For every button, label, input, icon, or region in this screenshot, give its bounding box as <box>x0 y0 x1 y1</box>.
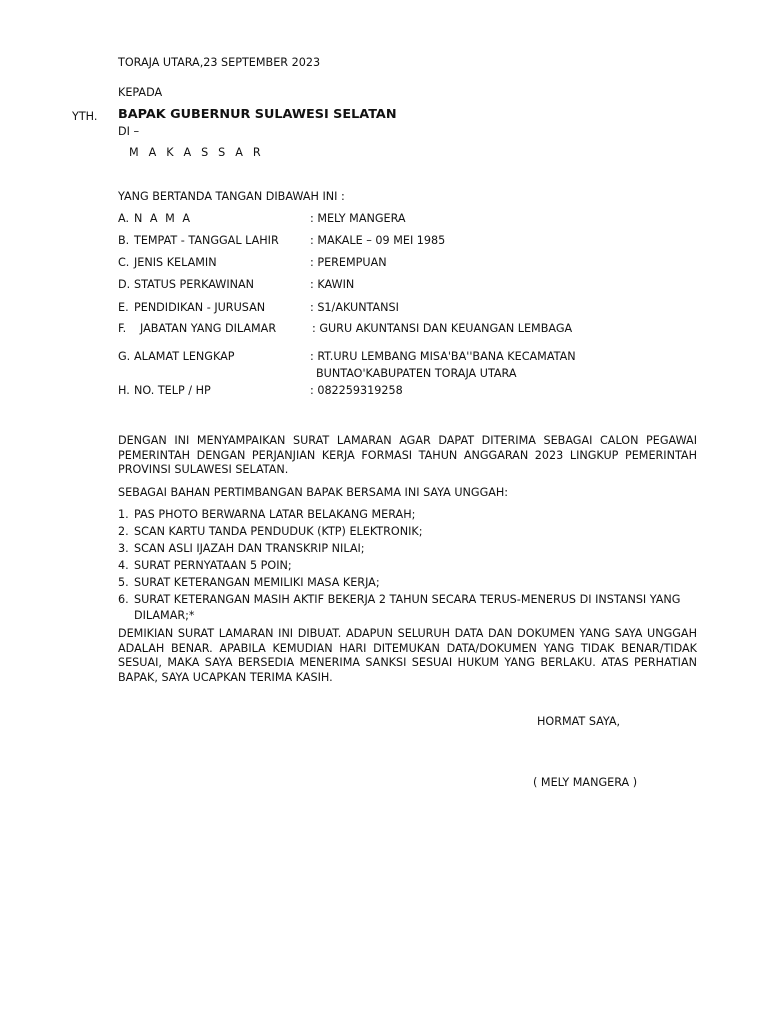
list-number: 5. <box>118 576 129 589</box>
list-text: SCAN KARTU TANDA PENDUDUK (KTP) ELEKTRONIK; <box>134 525 423 538</box>
field-letter: F. <box>118 322 127 335</box>
list-text: SURAT KETERANGAN MEMILIKI MASA KERJA; <box>134 576 380 589</box>
field-letter: E. <box>118 301 129 314</box>
field-label: PENDIDIKAN - JURUSAN <box>134 301 266 314</box>
list-text: SURAT PERNYATAAN 5 POIN; <box>134 559 292 572</box>
list-text: PAS PHOTO BERWARNA LATAR BELAKANG MERAH; <box>134 508 416 521</box>
field-letter: G. <box>118 350 131 363</box>
place-date: TORAJA UTARA,23 SEPTEMBER 2023 <box>118 56 321 69</box>
signature-salutation: HORMAT SAYA, <box>537 715 621 728</box>
list-item <box>118 559 292 572</box>
list-number: 2. <box>118 525 129 538</box>
field-value-continued: BUNTAO'KABUPATEN TORAJA UTARA <box>316 367 517 380</box>
list-item <box>118 542 365 555</box>
field-label: JENIS KELAMIN <box>134 256 217 269</box>
field-value: : 082259319258 <box>310 384 403 397</box>
list-item <box>118 593 680 606</box>
list-number: 3. <box>118 542 129 555</box>
list-text: SCAN ASLI IJAZAH DAN TRANSKRIP NILAI; <box>134 542 365 555</box>
field-letter: D. <box>118 278 131 291</box>
field-value: : RT.URU LEMBANG MISA'BA''BANA KECAMATAN <box>310 350 576 363</box>
list-number: 6. <box>118 593 129 606</box>
di-label: DI – <box>118 125 140 138</box>
field-label: NO. TELP / HP <box>134 384 211 397</box>
list-text-continued: DILAMAR;* <box>134 609 195 622</box>
recipient-city: M A K A S S A R <box>129 146 264 159</box>
field-value: : S1/AKUNTANSI <box>310 301 399 314</box>
closing-paragraph: DEMIKIAN SURAT LAMARAN INI DIBUAT. ADAPUN SELURUH DATA DAN DOKUMEN YANG SAYA UNGGAH ADALAH BENAR. APABILA KEMUDIAN HARI DITEMUKAN DATA/DOKUMEN YANG TIDAK BENAR/TIDAK SESUAI, MAKA SAYA BERSEDIA MENERIMA SANKSI SESUAI HUKUM YANG BERLAKU. ATAS PERHATIAN BAPAK, SAYA UCAPKAN TERIMA KASIH. <box>118 627 697 684</box>
attachments-intro: SEBAGAI BAHAN PERTIMBANGAN BAPAK BERSAMA INI SAYA UNGGAH: <box>118 486 509 499</box>
list-number: 4. <box>118 559 129 572</box>
recipient-title: BAPAK GUBERNUR SULAWESI SELATAN <box>118 107 397 122</box>
body-paragraph: DENGAN INI MENYAMPAIKAN SURAT LAMARAN AGAR DAPAT DITERIMA SEBAGAI CALON PEGAWAI PEMERINTAH DENGAN PERJANJIAN KERJA FORMASI TAHUN ANGGARAN 2023 LINGKUP PEMERINTAH PROVINSI SULAWESI SELATAN. <box>118 434 697 477</box>
field-letter: A. <box>118 212 130 225</box>
field-label: STATUS PERKAWINAN <box>134 278 255 291</box>
list-text: SURAT KETERANGAN MASIH AKTIF BEKERJA 2 TAHUN SECARA TERUS-MENERUS DI INSTANSI YANG <box>134 593 681 606</box>
list-item <box>118 525 422 538</box>
signature-name: ( MELY MANGERA ) <box>533 776 638 789</box>
field-value: : KAWIN <box>310 278 355 291</box>
intro-line: YANG BERTANDA TANGAN DIBAWAH INI : <box>118 190 345 203</box>
field-letter: C. <box>118 256 130 269</box>
field-letter: H. <box>118 384 130 397</box>
field-value: : MAKALE – 09 MEI 1985 <box>310 234 446 247</box>
field-value: : MELY MANGERA <box>310 212 406 225</box>
field-label: ALAMAT LENGKAP <box>134 350 235 363</box>
field-label: N A M A <box>134 212 192 225</box>
field-value: : PEREMPUAN <box>310 256 387 269</box>
list-item <box>118 576 380 589</box>
kepada-label: KEPADA <box>118 86 163 99</box>
list-item <box>118 508 415 521</box>
yth-label: YTH. <box>72 110 98 123</box>
field-value: : GURU AKUNTANSI DAN KEUANGAN LEMBAGA <box>312 322 573 335</box>
field-label: JABATAN YANG DILAMAR <box>140 322 277 335</box>
list-number: 1. <box>118 508 129 521</box>
field-label: TEMPAT - TANGGAL LAHIR <box>134 234 279 247</box>
field-letter: B. <box>118 234 130 247</box>
